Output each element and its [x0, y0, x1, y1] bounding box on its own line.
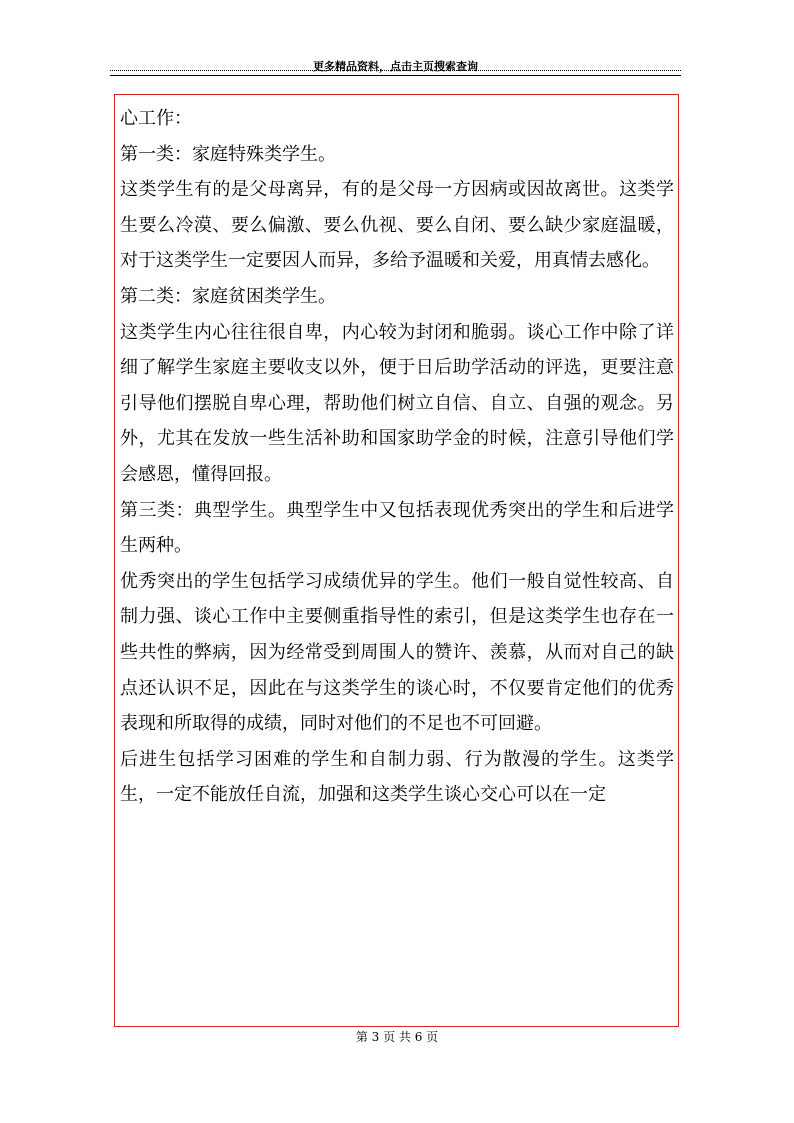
paragraph-3: 这类学生有的是父母离异，有的是父母一方因病或因故离世。这类学生要么冷漠、要么偏激、要么仇视、要么自闭、要么缺少家庭温暖，对于这类学生一定要因人而异，多给予温暖和关爱，用真情去感化。: [120, 179, 674, 272]
page-header: [110, 60, 681, 76]
paragraph-4: 第二类：家庭贫困类学生。: [120, 285, 336, 307]
paragraph-7: 优秀突出的学生包括学习成绩优异的学生。他们一般自觉性较高、自制力强、谈心工作中主要侧重指导性的索引，但是这类学生也存在一些共性的弊病，因为经常受到周围人的赞许、羡慕，从而对自己的缺点还认识不足，因此在与这类学生的谈心时，不仅要肯定他们的优秀表现和所取得的成绩，同时对他们的不足也不可回避。: [120, 570, 674, 735]
header-rule: [110, 75, 681, 76]
page-footer: 第 3 页 共 6 页: [355, 1030, 439, 1044]
paragraph-1: 心工作：: [120, 108, 192, 129]
paragraph-5: 这类学生内心往往很自卑，内心较为封闭和脆弱。谈心工作中除了详细了解学生家庭主要收支以外，便于日后助学活动的评选，更要注意引导他们摆脱自卑心理，帮助他们树立自信、自立、自强的观念。另外，尤其在发放一些生活补助和国家助学金的时候，注意引导他们学会感恩，懂得回报。: [120, 321, 674, 485]
paragraph-2: 第一类：家庭特殊类学生。: [120, 143, 336, 165]
paragraph-6: 第三类：典型学生。典型学生中又包括表现优秀突出的学生和后进学生两种。: [120, 499, 674, 557]
header-text: 更多精品资料，点击主页搜索查询: [313, 60, 478, 73]
content-frame: [114, 94, 679, 1027]
header-dotted-rule: [110, 70, 681, 71]
paragraph-8: 后进生包括学习困难的学生和自制力弱、行为散漫的学生。这类学生，一定不能放任自流，加强和这类学生谈心交心可以在一定: [120, 748, 674, 806]
